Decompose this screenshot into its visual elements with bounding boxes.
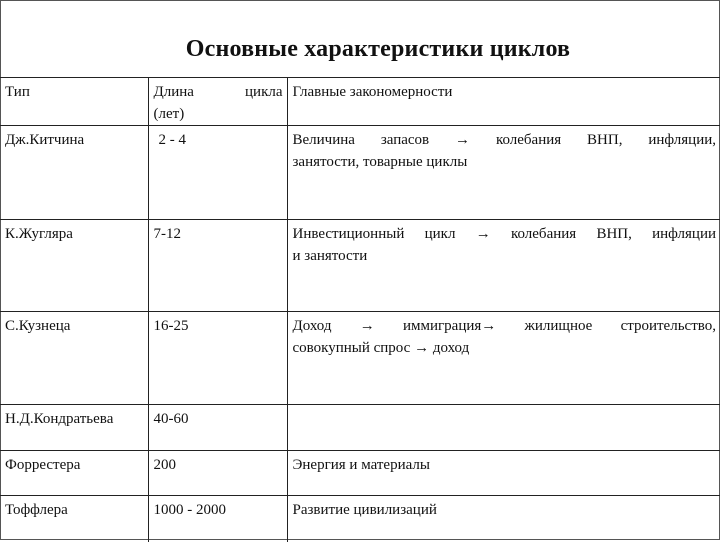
patterns-line1: Доход → иммиграция→ жилищное строительство, — [292, 318, 716, 334]
table-row — [0, 451, 720, 496]
patterns-line2: занятости, товарные циклы — [292, 154, 468, 170]
cycles-table — [0, 77, 720, 542]
cell-patterns — [287, 312, 720, 405]
patterns-line1: Энергия и материалы — [292, 457, 430, 473]
cell-type: Н.Д.Кондратьева — [0, 405, 148, 451]
cell-patterns — [287, 220, 720, 312]
cell-patterns — [287, 496, 720, 542]
page-title: Основные характеристики циклов — [185, 36, 571, 62]
patterns-line2: совокупный спрос → доход — [292, 340, 470, 356]
table-row — [0, 220, 720, 312]
table-row — [0, 405, 720, 451]
cell-length: 40-60 — [148, 405, 287, 451]
table-row — [0, 126, 720, 220]
patterns-line1: Инвестиционный цикл → колебания ВНП, инфляции — [292, 226, 716, 242]
cell-length: 7-12 — [148, 220, 287, 312]
cell-patterns — [287, 405, 720, 451]
table-row — [0, 312, 720, 405]
header-length-line1: Длина цикла — [153, 84, 283, 100]
header-length — [148, 78, 287, 126]
cell-length: 200 — [148, 451, 287, 496]
cell-patterns — [287, 126, 720, 220]
cell-type: Форрестера — [0, 451, 148, 496]
header-length-line2: (лет) — [153, 106, 185, 122]
patterns-line1: Развитие цивилизаций — [292, 502, 437, 518]
cell-length: 2 - 4 — [148, 126, 287, 220]
table-row — [0, 496, 720, 542]
cell-length: 16-25 — [148, 312, 287, 405]
header-type: Тип — [0, 78, 148, 126]
cell-type: Тоффлера — [0, 496, 148, 542]
cell-type: С.Кузнеца — [0, 312, 148, 405]
cell-patterns — [287, 451, 720, 496]
cell-length: 1000 - 2000 — [148, 496, 287, 542]
patterns-line1: Величина запасов → колебания ВНП, инфляции, — [292, 132, 716, 148]
cell-type: К.Жугляра — [0, 220, 148, 312]
table-header-row — [0, 78, 720, 126]
cell-type: Дж.Китчина — [0, 126, 148, 220]
header-patterns: Главные закономерности — [287, 78, 720, 126]
patterns-line2: и занятости — [292, 248, 368, 264]
